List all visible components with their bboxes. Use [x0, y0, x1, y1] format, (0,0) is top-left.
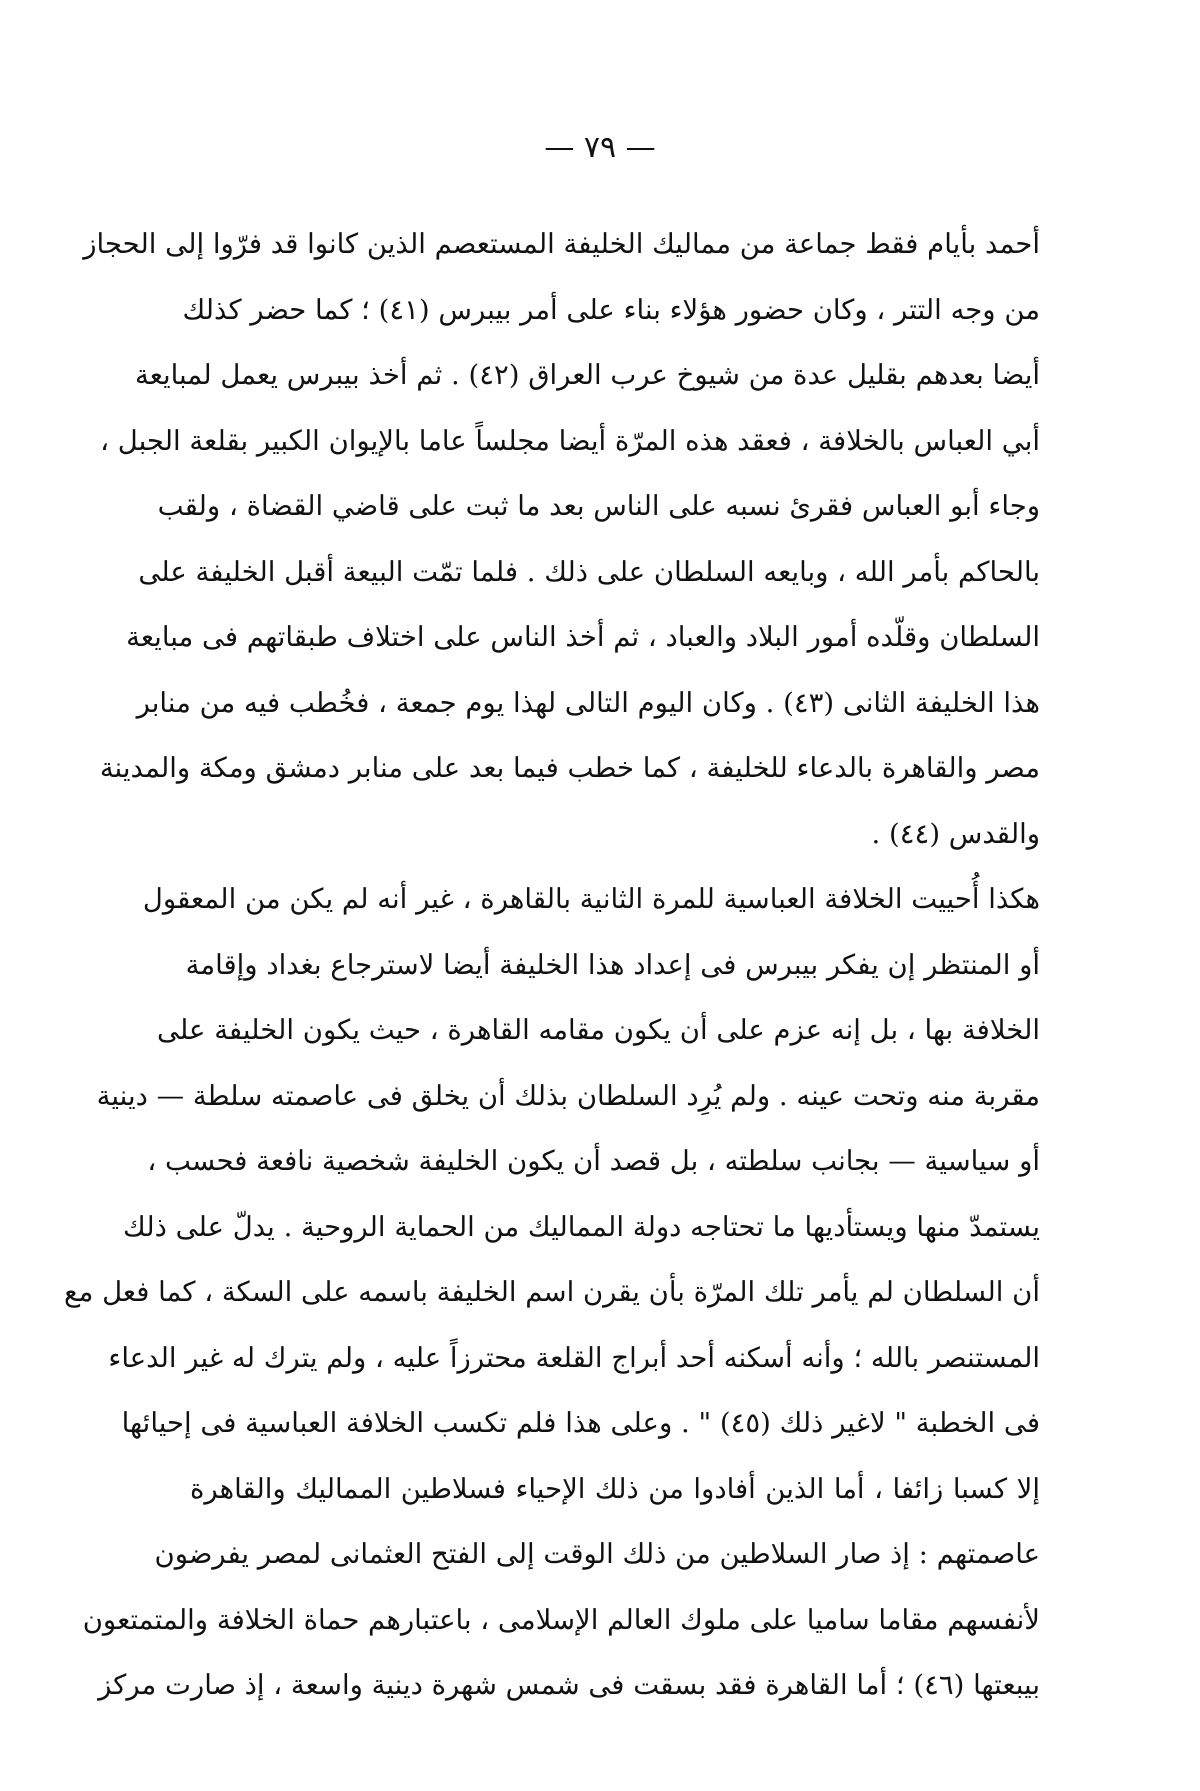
text-line: مقربة منه وتحت عينه . ولم يُرِد السلطان بذلك أن يخلق فى عاصمته سلطة — دينية	[96, 1079, 1040, 1112]
page-number: — ٧٩ —	[544, 130, 656, 165]
text-line: إلا كسبا زائفا ، أما الذين أفادوا من ذلك الإحياء فسلاطين المماليك والقاهرة	[190, 1472, 1040, 1505]
text-line: هذا الخليفة الثانى (٤٣) . وكان اليوم التالى لهذا يوم جمعة ، فخُطب فيه من منابر	[136, 686, 1040, 719]
text-line: أو المنتظر إن يفكر بيبرس فى إعداد هذا الخليفة أيضا لاسترجاع بغداد وإقامة	[185, 948, 1040, 981]
paragraph-1	[83, 212, 1040, 867]
text-line: السلطان وقلّده أمور البلاد والعباد ، ثم أخذ الناس على اختلاف طبقاتهم فى مبايعة	[126, 621, 1040, 653]
text-line: فى الخطبة " لاغير ذلك (٤٥) " . وعلى هذا فلم تكسب الخلافة العباسية فى إحيائها	[121, 1407, 1040, 1439]
text-line: هكذا أُحييت الخلافة العباسية للمرة الثانية بالقاهرة ، غير أنه لم يكن من المعقول	[142, 883, 1040, 915]
text-line: لأنفسهم مقاما ساميا على ملوك العالم الإسلامى ، باعتبارهم حماة الخلافة والمتمتعون	[82, 1603, 1040, 1636]
text-line: الخلافة بها ، بل إنه عزم على أن يكون مقامه القاهرة ، حيث يكون الخليفة على	[157, 1014, 1040, 1046]
text-line: بيبعتها (٤٦) ؛ أما القاهرة فقد بسقت فى شمس شهرة دينية واسعة ، إذ صارت مركز	[98, 1669, 1040, 1701]
text-line: أيضا بعدهم بقليل عدة من شيوخ عرب العراق (٤٢) . ثم أخذ بيبرس يعمل لمبايعة	[134, 359, 1040, 391]
text-line: من وجه التتر ، وكان حضور هؤلاء بناء على أمر بيبرس (٤١) ؛ كما حضر كذلك	[182, 293, 1040, 326]
text-line: وجاء أبو العباس فقرئ نسبه على الناس بعد ما ثبت على قاضي القضاة ، ولقب	[157, 490, 1040, 522]
text-line: عاصمتهم : إذ صار السلاطين من ذلك الوقت إلى الفتح العثمانى لمصر يفرضون	[154, 1538, 1040, 1570]
text-line: والقدس (٤٤) .	[871, 817, 1040, 850]
body-text	[64, 212, 1040, 1719]
text-line: المستنصر بالله ؛ وأنه أسكنه أحد أبراج القلعة محترزاً عليه ، ولم يترك له غير الدعاء	[108, 1341, 1040, 1374]
text-line: أبي العباس بالخلافة ، فعقد هذه المرّة أيضا مجلساً عاما بالإيوان الكبير بقلعة الجبل ،	[100, 424, 1040, 457]
paragraph-2	[64, 867, 1040, 1719]
text-line: بالحاكم بأمر الله ، وبايعه السلطان على ذلك . فلما تمّت البيعة أقبل الخليفة على	[138, 555, 1040, 588]
text-line: أو سياسية — بجانب سلطته ، بل قصد أن يكون الخليفة شخصية نافعة فحسب ،	[147, 1145, 1040, 1177]
text-line: أن السلطان لم يأمر تلك المرّة بأن يقرن اسم الخليفة باسمه على السكة ، كما فعل مع	[64, 1276, 1040, 1308]
text-line: مصر والقاهرة بالدعاء للخليفة ، كما خطب فيما بعد على منابر دمشق ومكة والمدينة	[99, 752, 1040, 784]
text-line: يستمدّ منها ويستأديها ما تحتاجه دولة المماليك من الحماية الروحية . يدلّ على ذلك	[123, 1210, 1040, 1243]
text-line: أحمد بأيام فقط جماعة من مماليك الخليفة المستعصم الذين كانوا قد فرّوا إلى الحجاز	[83, 228, 1040, 260]
